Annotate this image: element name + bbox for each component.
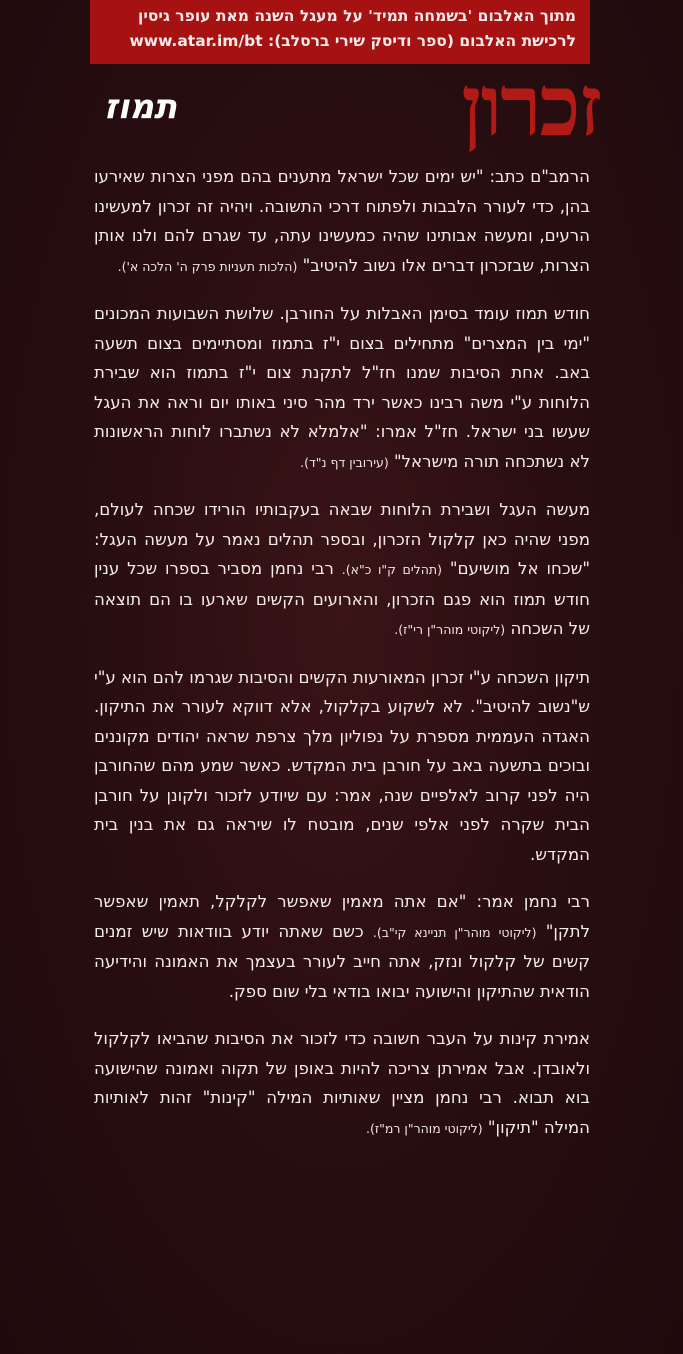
source-citation: (ליקוטי מוהר"ן רי"ז). — [394, 622, 506, 637]
paragraph-text-continued: כשם שאתה יודע בוודאות שיש זמנים קשים של קלקול ונזק, אתה חייב לעורר בעצמך את האמונה והידיעה הודאית שהתיקון והישועה יבואו בודאי בלי שום ספק. — [94, 921, 590, 1001]
source-citation: (ליקוטי מוהר"ן רמ"ז). — [365, 1120, 483, 1136]
source-citation: (הלכות תעניות פרק ה' הלכה א'). — [117, 258, 298, 274]
paragraph-1 — [94, 162, 590, 281]
paragraph-text-continued: רבי נחמן מסביר בספרו שכל ענין חודש תמוז הוא פגם הזכרון, והארועים הקשים שארעו בו הם תוצאה של השכחה — [94, 559, 590, 638]
paragraph-6 — [94, 1024, 590, 1143]
paragraph-text: רבי נחמן אמר: "אם אתה מאמין שאפשר לקלקל, תאמין שאפשר לתקן" — [94, 892, 591, 941]
source-citation: (עירובין דף נ"ד). — [300, 454, 389, 470]
paragraph-2 — [94, 299, 590, 477]
paragraph-5 — [94, 887, 590, 1006]
paragraph-text: מעשה העגל ושבירת הלוחות שבאה בעקבותיו הורידו שכחה לעולם, מפני שהיה כאן קלקול הזכרון, ובספר תהלים נאמר על מעשה העגל: "שכחו אל מושיעם" — [94, 500, 590, 578]
album-banner — [90, 0, 590, 64]
paragraph-text: הרמב"ם כתב: "יש ימים שכל ישראל מתענים בהם מפני הצרות שאירעו בהן, כדי לעורר הלבבות ולפתוח דרכי התשובה. ויהיה זה זכרון למעשינו הרעים, ומעשה אבותינו שהיה כמעשינו עתה, עד שגרם להם ולנו אותן הצרות, שבזכרון דברים אלו נשוב להיטיב" — [94, 167, 590, 275]
paragraph-text: אמירת קינות על העבר חשובה כדי לזכור את הסיבות שהביאו לקלקול ולאובדן. אבל אמירתן צריכה להיות באופן של תקוה ואמונה שהישועה בוא תבוא. רבי נחמן מציין שאותיות המילה "קינות" זהות לאותיות המילה "תיקון" — [94, 1029, 590, 1137]
paragraph-text: חודש תמוז עומד בסימן האבלות על החורבן. שלושת השבועות המכונים "ימי בין המצרים" מתחילים בצום י"ז בתמוז ומסתיימים בצום תשעה באב. אחת הסיבות שמנו חז"ל לתקנת צום י"ז בתמוז הוא שבירת הלוחות ע"י משה רבינו כאשר ירד מהר סיני באותו יום וראה את העגל שעשו בני ישראל. חז"ל אמרו: "אלמלא לא נשתברו לוחות הראשונות לא נשתכחה תורה מישראל" — [94, 304, 590, 471]
source-citation: (תהלים ק"ו כ"א). — [341, 562, 442, 577]
page-heading: זכרון — [461, 56, 600, 155]
paragraph-3 — [94, 495, 590, 645]
article-body — [94, 162, 590, 1143]
source-citation: (ליקוטי מוהר"ן תניינא קי"ב). — [372, 924, 537, 940]
paragraph-4 — [94, 663, 590, 870]
banner-line-2: לרכישת האלבום (ספר ודיסק שירי ברסלב): www.atar.im/bt — [129, 32, 576, 50]
banner-line-1: מתוך האלבום 'בשמחה תמיד' על מעגל השנה מאת עופר גיסין — [138, 7, 576, 25]
month-title: תמוז — [104, 87, 178, 127]
paragraph-text: תיקון השכחה ע"י זכרון המאורעות הקשים והסיבות שגרמו להם הוא ע"י ש"נשוב להיטיב". לא לשקוע בקלקול, אלא דווקא לעורר את התיקון. האגדה העממית מספרת על נפוליון מלך צרפת שראה יהודים מקוננים ובוכים בתשעה באב על חורבן בית המקדש. כאשר שמע מהם שהחורבן היה לפני קרוב לאלפיים שנה, אמר: עם שיודע לזכור ולקונן על חורבן הבית שקרה לפני אלפי שנים, מובטח לו שיראה גם את בנין בית המקדש. — [94, 667, 590, 864]
